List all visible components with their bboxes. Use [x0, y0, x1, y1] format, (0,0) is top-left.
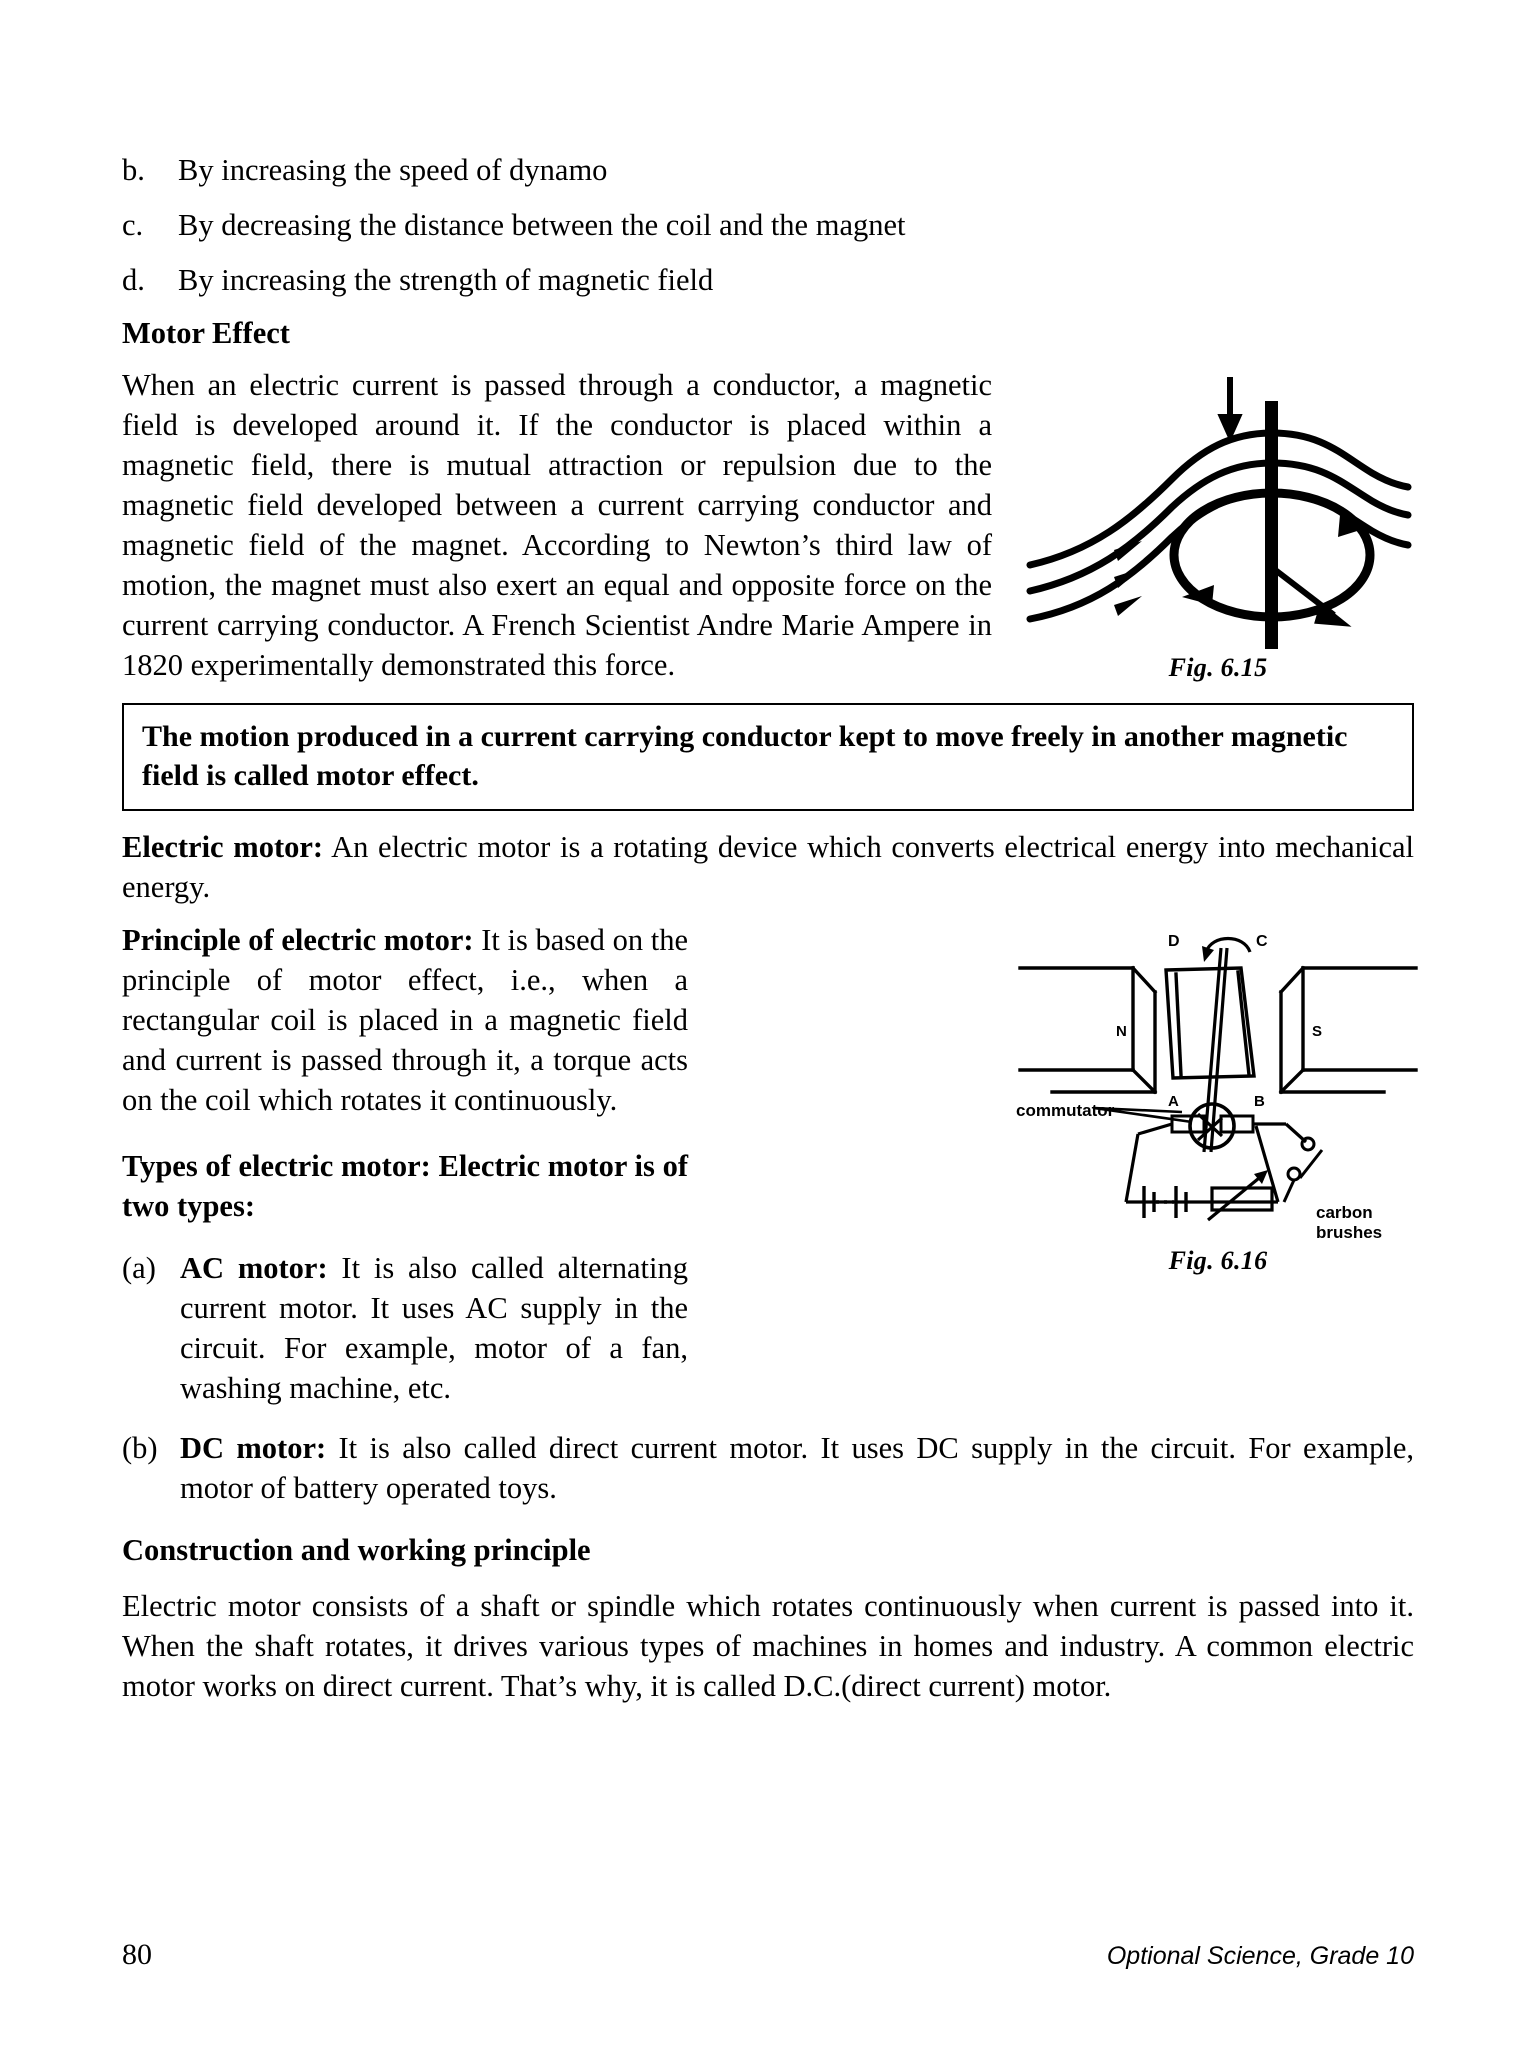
- label-carbon: carbon: [1316, 1203, 1373, 1222]
- list-item: [122, 260, 1414, 300]
- list-item: [122, 1428, 1414, 1508]
- option-text: By increasing the strength of magnetic field: [178, 263, 714, 297]
- figure-6-16-drawing: [1016, 930, 1420, 1240]
- label-commutator: commutator: [1016, 1101, 1115, 1120]
- list-item: [122, 1248, 688, 1408]
- label-c: C: [1256, 933, 1268, 950]
- field-line-arrow: [1114, 541, 1142, 616]
- brush-left: [1172, 1116, 1204, 1132]
- option-text: By decreasing the distance between the coil and the magnet: [178, 208, 906, 242]
- option-list: [122, 150, 1414, 300]
- type-body-a: [180, 1248, 688, 1408]
- circuit-wiring: [1126, 1124, 1306, 1202]
- option-text: By increasing the speed of dynamo: [178, 153, 608, 187]
- label-a: A: [1168, 1093, 1179, 1110]
- rheostat: [1208, 1170, 1272, 1220]
- heading-motor-effect: Motor Effect: [122, 316, 290, 350]
- list-item: [122, 205, 1414, 245]
- current-arrow: [1222, 377, 1238, 435]
- type-lead-b: DC motor:: [180, 1431, 327, 1465]
- type-lead-a: AC motor:: [180, 1251, 328, 1285]
- option-label: c.: [122, 208, 144, 242]
- paragraph-electric-motor: [122, 827, 1414, 907]
- label-s: S: [1312, 1023, 1323, 1040]
- definition-box: [122, 703, 1414, 811]
- label-brushes: brushes: [1316, 1223, 1383, 1240]
- principle-text: It is based on the principle of motor effect, i.e., when a rectangular coil is placed in a magnetic field and current is passed through it, a torque acts on the coil which rotates it continuously.: [122, 923, 689, 1117]
- figure-6-15: [1022, 369, 1414, 683]
- brush-right: [1221, 1116, 1253, 1132]
- page-footer: [122, 1938, 1414, 1972]
- figure-6-16-caption: Fig. 6.16: [1168, 1246, 1268, 1275]
- electric-motor-lead: Electric motor:: [122, 830, 324, 864]
- type-body-b: [180, 1428, 1414, 1508]
- conductor-bar: [1265, 401, 1278, 649]
- paragraph-motor-effect-tail: Andre Marie Ampere in 1820 experimentally demonstrated this force.: [122, 608, 992, 682]
- electric-motor-text: An electric motor is a rotating device which converts electrical energy into mechanical energy.: [122, 830, 1414, 904]
- type-label-a: (a): [122, 1251, 156, 1285]
- book-title: Optional Science, Grade 10: [1106, 1942, 1414, 1970]
- figure-6-15-caption: Fig. 6.15: [1168, 653, 1268, 682]
- option-label: d.: [122, 263, 145, 297]
- label-n: N: [1116, 1023, 1127, 1040]
- type-text-b: It is also called direct current motor. It uses DC supply in the circuit. For example, motor of battery operated toys.: [180, 1431, 1414, 1505]
- principle-and-figure-region: [122, 920, 1414, 1408]
- paragraph-construction: Electric motor consists of a shaft or spindle which rotates continuously when current is passed into it. When the shaft rotates, it drives various types of machines in homes and industry. A common electric motor works on direct current. That’s why, it is called D.C.(direct current) motor.: [122, 1589, 1414, 1703]
- label-d: D: [1168, 933, 1180, 950]
- principle-lead: Principle of electric motor:: [122, 923, 474, 957]
- label-b: B: [1254, 1093, 1265, 1110]
- list-item: [122, 150, 1414, 190]
- heading-types-of-motor: Types of electric motor: Electric motor is of two types:: [122, 1149, 688, 1223]
- principle-column: [122, 920, 688, 1408]
- switch: [1284, 1138, 1322, 1202]
- definition-box-text: The motion produced in a current carrying conductor kept to move freely in another magnetic field is called motor effect.: [142, 720, 1348, 792]
- figure-6-15-drawing: [1022, 369, 1414, 649]
- page-number: 80: [122, 1938, 152, 1971]
- paragraph-motor-effect-text: When an electric current is passed through a conductor, a magnetic field is developed around it. If the conductor is placed within a magnetic field, there is mutual attraction or repulsion due to the magnetic field developed between a current carrying conductor and magnetic field of the magnet. According to Newton’s third law of motion, the magnet must also exert an equal and opposite force on the current carrying conductor. A French Scientist: [122, 368, 992, 642]
- figure-6-16: [1016, 930, 1420, 1276]
- type-text-a: It is also called alternating current motor. It uses AC supply in the circuit. For example, motor of a fan, washing machine, etc.: [180, 1251, 688, 1405]
- heading-construction: Construction and working principle: [122, 1533, 591, 1567]
- option-label: b.: [122, 153, 145, 187]
- type-label-b: (b): [122, 1431, 158, 1465]
- paragraph-principle: [122, 920, 688, 1120]
